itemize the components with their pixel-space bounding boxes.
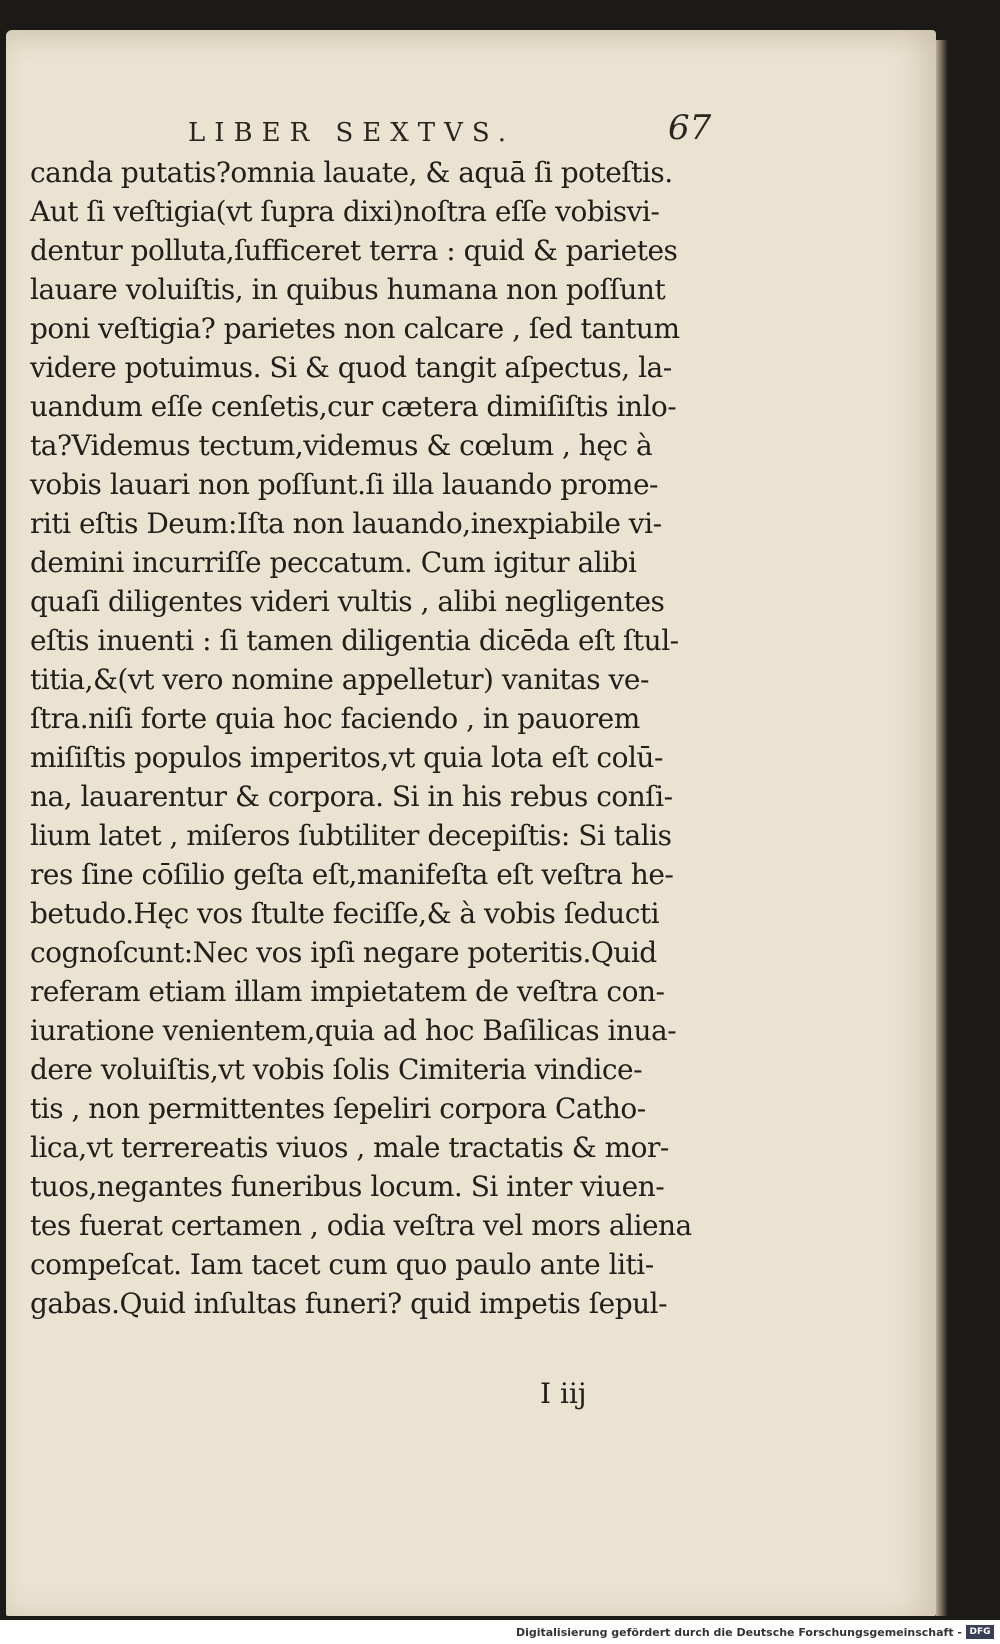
text-line: referam etiam illam impietatem de veſtra con- — [30, 975, 665, 1008]
text-line: canda putatis?omnia lauate, & aquā ſi poteſtis. — [30, 156, 673, 189]
text-line: demini incurriſſe peccatum. Cum igitur alibi — [30, 546, 637, 579]
text-line: titia,&(vt vero nomine appelletur) vanitas ve- — [30, 663, 649, 696]
text-line: gabas.Quid inſultas funeri? quid impetis ſepul- — [30, 1287, 668, 1320]
text-line: dere voluiſtis,vt vobis ſolis Cimiteria vindice- — [30, 1053, 643, 1086]
funding-credit: Digitalisierung gefördert durch die Deutsche Forschungsgemeinschaft - — [515, 1626, 962, 1639]
text-line: ſtra.niſi forte quia hoc faciendo , in pauorem — [30, 702, 640, 735]
page-edge — [936, 40, 948, 1616]
text-line: quaſi diligentes videri vultis , alibi negligentes — [30, 585, 665, 618]
text-line: betudo.Hęc vos ſtulte feciſſe,& à vobis ſeducti — [30, 897, 660, 930]
page-number: 67 — [668, 108, 712, 148]
text-line: riti eſtis Deum:Iſta non lauando,inexpiabile vi- — [30, 507, 662, 540]
text-line: videre potuimus. Si & quod tangit aſpectus, la- — [30, 351, 672, 384]
text-line: dentur polluta,ſufficeret terra : quid & parietes — [30, 234, 678, 267]
text-line: eſtis inuenti : ſi tamen diligentia dicēda eſt ſtul- — [30, 624, 679, 657]
text-line: tes fuerat certamen , odia veſtra vel mors aliena — [30, 1209, 692, 1242]
dfg-logo-icon: DFG — [966, 1625, 994, 1639]
text-line: uandum eſſe cenſetis,cur cætera dimiſiſtis inlo- — [30, 390, 677, 423]
body-text — [30, 153, 710, 1323]
text-line: tuos,negantes funeribus locum. Si inter viuen- — [30, 1170, 665, 1203]
text-line: Aut ſi veſtigia(vt ſupra dixi)noſtra eſſe vobisvi- — [30, 195, 660, 228]
text-line: lauare voluiſtis, in quibus humana non poſſunt — [30, 273, 666, 306]
text-line: compeſcat. Iam tacet cum quo paulo ante liti- — [30, 1248, 654, 1281]
text-line: na, lauarentur & corpora. Si in his rebus conſi- — [30, 780, 673, 813]
text-line: vobis lauari non poſſunt.ſi illa lauando prome- — [30, 468, 659, 501]
text-line: ta?Videmus tectum,videmus & cœlum , hęc à — [30, 429, 653, 462]
text-line: iuratione venientem,quia ad hoc Baſilicas inua- — [30, 1014, 677, 1047]
text-line: lica,vt terrereatis viuos , male tractatis & mor- — [30, 1131, 669, 1164]
signature-mark: I iij — [540, 1377, 587, 1410]
text-line: miſiſtis populos imperitos,vt quia lota eſt colū- — [30, 741, 663, 774]
text-line: lium latet , miſeros ſubtiliter decepiſtis: Si talis — [30, 819, 672, 852]
text-line: poni veſtigia? parietes non calcare , ſed tantum — [30, 312, 680, 345]
running-head: LIBER SEXTVS. — [188, 118, 516, 148]
text-line: res ſine cōſilio geſta eſt,manifeſta eſt veſtra he- — [30, 858, 674, 891]
text-line: cognoſcunt:Nec vos ipſi negare poteritis.Quid — [30, 936, 657, 969]
text-line: tis , non permittentes ſepeliri corpora Catho- — [30, 1092, 646, 1125]
